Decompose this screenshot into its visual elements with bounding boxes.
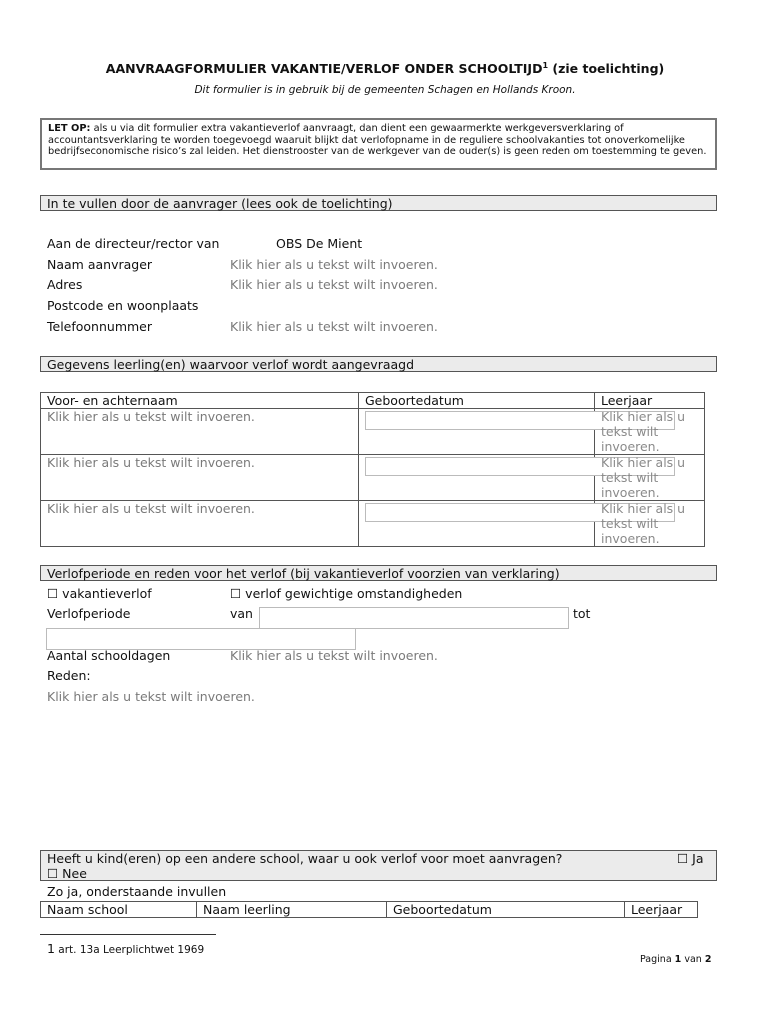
table-header-row xyxy=(41,902,698,918)
table-row xyxy=(41,501,705,547)
leerling-naam-field[interactable]: Klik hier als u tekst wilt invoeren. xyxy=(47,409,255,424)
section-heading-verlofperiode: Verlofperiode en reden voor het verlof (bij vakantieverlof voorzien van verklaring) xyxy=(40,565,717,581)
andere-school-question-text: Heeft u kind(eren) op een andere school, waar u ook verlof voor moet aanvragen? xyxy=(47,851,563,866)
table-row xyxy=(41,455,705,501)
form-subtitle: Dit formulier is in gebruik bij de gemeenten Schagen en Hollands Kroon. xyxy=(194,84,576,96)
col-naam-school: Naam school xyxy=(41,902,197,918)
section-heading-aanvrager: In te vullen door de aanvrager (lees ook de toelichting) xyxy=(40,195,717,211)
table-row xyxy=(41,409,705,455)
telefoon-field[interactable]: Klik hier als u tekst wilt invoeren. xyxy=(230,319,438,334)
ja-checkbox[interactable]: ☐ Ja xyxy=(677,851,704,866)
section-heading-leerlingen: Gegevens leerling(en) waarvoor verlof wordt aangevraagd xyxy=(40,356,717,372)
leerjaar-field[interactable]: Klik hier als u tekst wilt invoeren. xyxy=(601,455,686,500)
leerjaar-field[interactable]: Klik hier als u tekst wilt invoeren. xyxy=(601,409,686,454)
postcode-label: Postcode en woonplaats xyxy=(47,298,199,313)
col-geboortedatum: Geboortedatum xyxy=(387,902,625,918)
footnote: 1 art. 13a Leerplichtwet 1969 xyxy=(47,941,205,956)
reden-label: Reden: xyxy=(47,668,91,683)
adres-label: Adres xyxy=(47,277,83,292)
notice-box xyxy=(40,118,717,170)
footnote-divider xyxy=(40,934,216,935)
zo-ja-label: Zo ja, onderstaande invullen xyxy=(47,884,227,899)
van-label: van xyxy=(230,606,253,621)
aantal-schooldagen-field[interactable]: Klik hier als u tekst wilt invoeren. xyxy=(230,648,438,663)
col-naam: Voor- en achternaam xyxy=(41,393,359,409)
naam-aanvrager-label: Naam aanvrager xyxy=(47,257,153,272)
gewichtige-omstandigheden-checkbox[interactable]: ☐ verlof gewichtige omstandigheden xyxy=(230,586,463,601)
col-leerjaar: Leerjaar xyxy=(595,393,705,409)
form-title: AANVRAAGFORMULIER VAKANTIE/VERLOF ONDER SCHOOLTIJD$^1$ (zie toelichting) xyxy=(105,61,665,77)
directeur-label: Aan de directeur/rector van xyxy=(47,236,220,251)
col-leerjaar: Leerjaar xyxy=(625,902,698,918)
page-number: Pagina 1 van 2 xyxy=(640,954,712,965)
school-value[interactable]: OBS De Mient xyxy=(276,236,363,251)
leerjaar-field[interactable]: Klik hier als u tekst wilt invoeren. xyxy=(601,501,686,546)
notice-text: als u via dit formulier extra vakantieverlof aanvraagt, dan dient een gewaarmerkte werkgeversverklaring of accountantsverklaring te worden toegevoegd waaruit blijkt dat verlofopname in de reguliere schoolvakanties tot onoverkomelijke bedrijfseconomische risico’s zal leiden. Het dienstrooster van de werkgever van de ouder(s) is geen reden om toestemming te geven. xyxy=(48,123,707,158)
leerling-naam-field[interactable]: Klik hier als u tekst wilt invoeren. xyxy=(47,455,255,470)
leerling-naam-field[interactable]: Klik hier als u tekst wilt invoeren. xyxy=(47,501,255,516)
notice-bold: LET OP: xyxy=(48,123,91,134)
aantal-schooldagen-label: Aantal schooldagen xyxy=(47,648,171,663)
nee-checkbox[interactable]: ☐ Nee xyxy=(47,866,87,881)
col-geboortedatum: Geboortedatum xyxy=(359,393,595,409)
telefoon-label: Telefoonnummer xyxy=(47,319,153,334)
naam-aanvrager-field[interactable]: Klik hier als u tekst wilt invoeren. xyxy=(230,257,438,272)
col-naam-leerling: Naam leerling xyxy=(197,902,387,918)
tot-label: tot xyxy=(573,606,591,621)
andere-school-question xyxy=(40,850,717,881)
reden-field[interactable]: Klik hier als u tekst wilt invoeren. xyxy=(47,689,255,704)
andere-school-table xyxy=(40,901,698,918)
adres-field[interactable]: Klik hier als u tekst wilt invoeren. xyxy=(230,277,438,292)
leerling-table xyxy=(40,392,705,547)
vakantieverlof-checkbox[interactable]: ☐ vakantieverlof xyxy=(47,586,152,601)
tot-date-field[interactable] xyxy=(46,628,356,650)
table-header-row xyxy=(41,393,705,409)
van-date-field[interactable] xyxy=(259,607,569,629)
verlofperiode-label: Verlofperiode xyxy=(47,606,131,621)
